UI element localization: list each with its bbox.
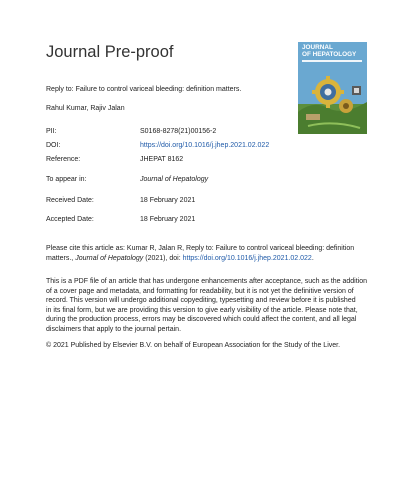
journal-cover-image bbox=[298, 42, 367, 134]
pii-value: S0168-8278(21)00156-2 bbox=[140, 128, 217, 135]
journal-preproof-heading: Journal Pre-proof bbox=[46, 43, 174, 61]
copyright-notice bbox=[46, 341, 376, 351]
cover-title-line2: OF HEPATOLOGY bbox=[302, 50, 357, 58]
citation-prefix: matters., bbox=[46, 254, 76, 262]
disclaimer-line: This is a PDF file of an article that has undergone enhancements after acceptance, such as the addition bbox=[46, 278, 368, 285]
accepted-date-label: Accepted Date: bbox=[46, 216, 94, 223]
citation-middle: (2021), doi: bbox=[143, 254, 183, 262]
pii-label: PII: bbox=[46, 128, 57, 135]
citation-doi-link[interactable]: https://doi.org/10.1016/j.jhep.2021.02.022 bbox=[182, 254, 312, 262]
cover-title bbox=[302, 45, 364, 58]
received-date-value: 18 February 2021 bbox=[140, 197, 196, 204]
appear-in-value: Journal of Hepatology bbox=[140, 176, 209, 183]
citation-line1: Please cite this article as: Kumar R, Jalan R, Reply to: Failure to control variceal bleeding: definition bbox=[46, 245, 355, 252]
reference-label: Reference: bbox=[46, 156, 81, 163]
article-authors: Rahul Kumar, Rajiv Jalan bbox=[46, 105, 125, 112]
disclaimer-paragraph bbox=[46, 277, 376, 335]
disclaimer-line: in its final form, but we are providing this version to give early visibility of the article. Please note that, bbox=[46, 306, 358, 314]
cover-subtitle-bar bbox=[302, 60, 362, 62]
citation-suffix: . bbox=[311, 254, 314, 262]
received-date-label: Received Date: bbox=[46, 197, 94, 204]
doi-label: DOI: bbox=[46, 142, 61, 149]
reference-value: JHEPAT 8162 bbox=[140, 156, 184, 163]
doi-link[interactable]: https://doi.org/10.1016/j.jhep.2021.02.022 bbox=[140, 142, 270, 149]
disclaimer-line: disclaimers that apply to the journal pertain. bbox=[46, 325, 182, 333]
copyright-text: © 2021 Published by Elsevier B.V. on behalf of European Association for the Study of the Liver. bbox=[46, 342, 341, 349]
disclaimer-line: record. This version will undergo additional copyediting, typesetting and review before it is published bbox=[46, 297, 356, 305]
article-title: Reply to: Failure to control variceal bleeding: definition matters. bbox=[46, 86, 242, 93]
cover-title-line1: JOURNAL bbox=[302, 44, 333, 51]
appear-in-label: To appear in: bbox=[46, 176, 87, 183]
accepted-date-value: 18 February 2021 bbox=[140, 216, 196, 223]
citation-paragraph bbox=[46, 244, 376, 263]
citation-line2 bbox=[46, 254, 376, 264]
disclaimer-line: during the production process, errors may be discovered which could affect the content, and all legal bbox=[46, 316, 357, 324]
disclaimer-line: of a cover page and metadata, and formatting for readability, but it is not yet the definitive version of bbox=[46, 287, 354, 295]
citation-journal: Journal of Hepatology bbox=[75, 254, 144, 262]
